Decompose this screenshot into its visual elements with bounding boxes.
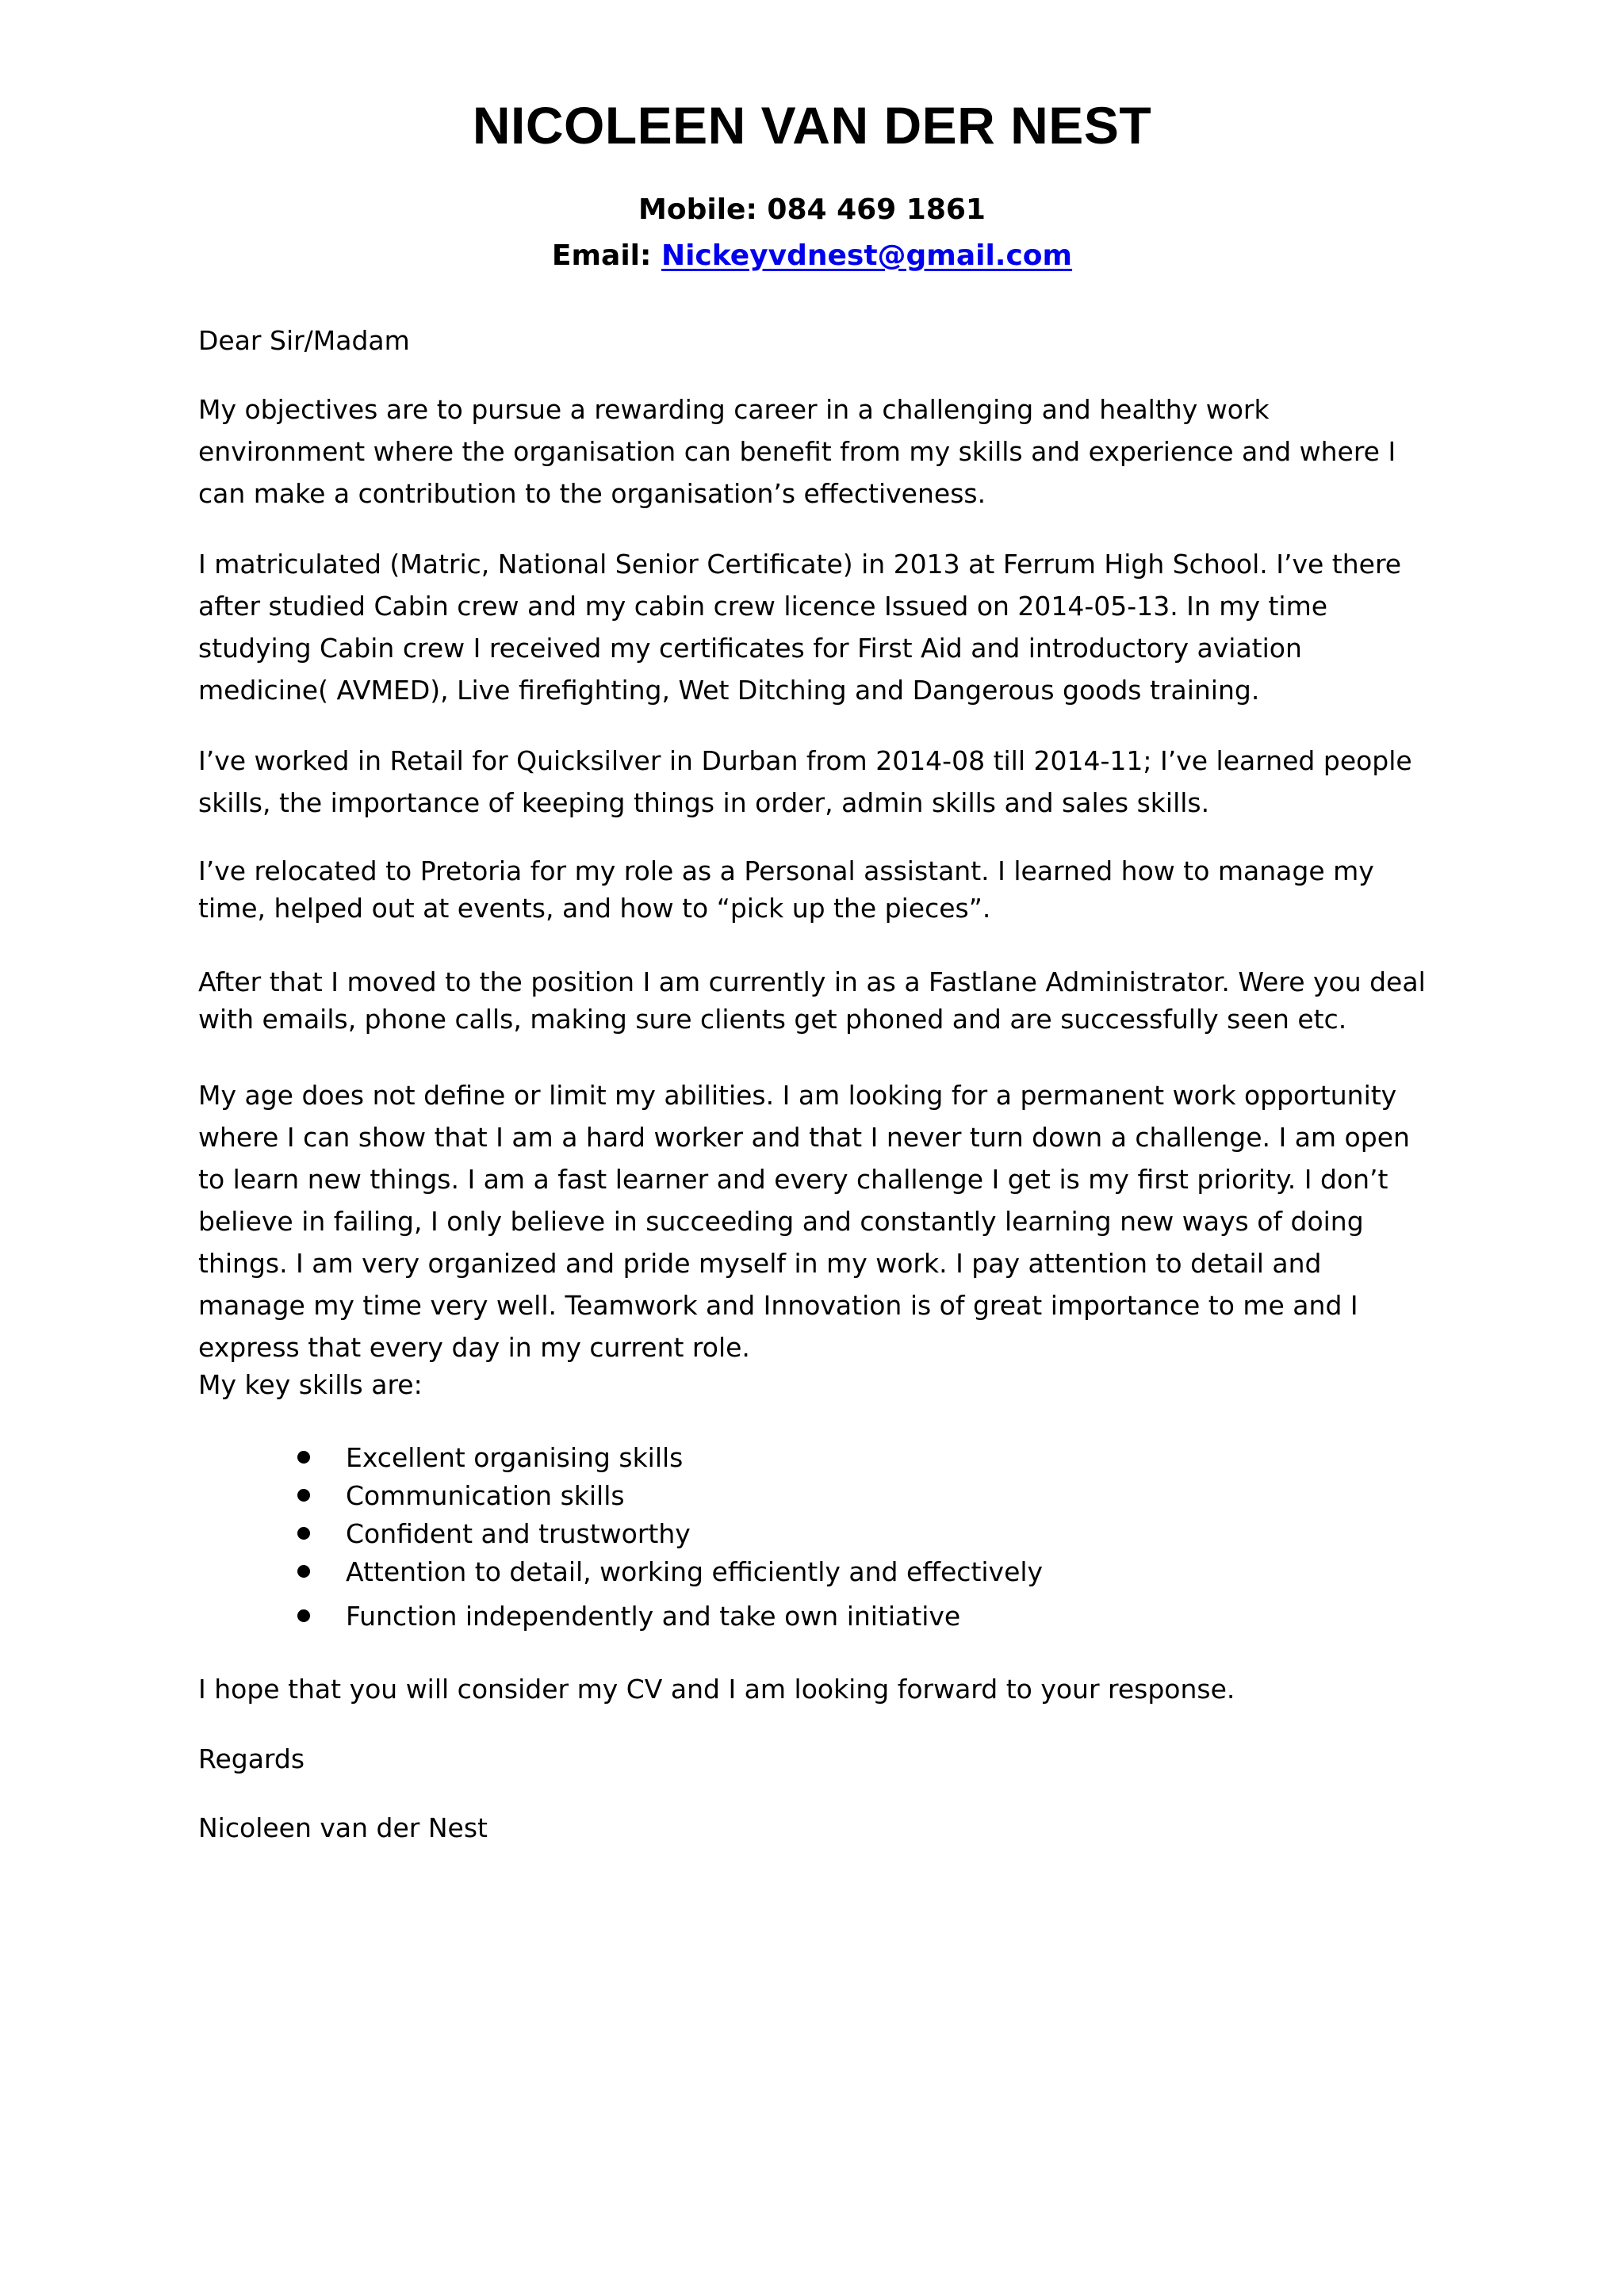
paragraph-current-role: After that I moved to the position I am currently in as a Fastlane Administrator. Were you deal with emails, phone calls, making sure clients get phoned and are successfully seen etc.: [198, 966, 1426, 1035]
email-link[interactable]: Nickeyvdnest@gmail.com: [661, 239, 1073, 272]
email-line: [0, 236, 1624, 276]
list-item: [293, 1598, 1404, 1636]
salutation: Dear Sir/Madam: [198, 325, 410, 356]
list-item: [293, 1515, 1404, 1553]
list-item: [293, 1439, 1404, 1477]
bullet-icon: [297, 1527, 310, 1540]
list-item: [293, 1553, 1404, 1591]
mobile-line: [0, 190, 1624, 230]
applicant-name-heading: NICOLEEN VAN DER NEST: [472, 96, 1152, 155]
mobile-label: Mobile:: [638, 193, 757, 226]
closing-line: I hope that you will consider my CV and I am looking forward to your response.: [198, 1674, 1235, 1705]
bullet-icon: [297, 1609, 310, 1622]
bullet-icon: [297, 1451, 310, 1464]
mobile-number: 084 469 1861: [767, 193, 986, 226]
bullet-icon: [297, 1489, 310, 1502]
sign-off: Regards: [198, 1743, 305, 1774]
list-item: [293, 1477, 1404, 1515]
email-label: Email:: [551, 239, 652, 272]
skill-text: Function independently and take own initiative: [346, 1601, 961, 1632]
paragraph-personal-qualities: My age does not define or limit my abilities. I am looking for a permanent work opportunity where I can show that I am a hard worker and that I never turn down a challenge. I am open to learn new things. I am a fast learner and every challenge I get is my first priority. I don’t believe in failing, I only believe in succeeding and constantly learning new ways of doing things. I am very organized and pride myself in my work. I pay attention to detail and manage my time very well. Teamwork and Innovation is of great importance to me and I express that every day in my current role.: [198, 1080, 1410, 1363]
signature-name: Nicoleen van der Nest: [198, 1812, 488, 1843]
skill-text: Attention to detail, working efficiently and effectively: [346, 1556, 1044, 1587]
skill-text: Confident and trustworthy: [346, 1518, 691, 1549]
paragraph-objectives: My objectives are to pursue a rewarding career in a challenging and healthy work environment where the organisation can benefit from my skills and experience and where I can make a contribution to the organisation’s effectiveness.: [198, 394, 1396, 509]
paragraph-education: I matriculated (Matric, National Senior Certificate) in 2013 at Ferrum High School. I’ve there after studied Cabin crew and my cabin crew licence Issued on 2014-05-13. In my time studying Cabin crew I received my certificates for First Aid and introductory aviation medicine( AVMED), Live firefighting, Wet Ditching and Dangerous goods training.: [198, 549, 1402, 706]
bullet-icon: [297, 1565, 310, 1578]
skill-text: Communication skills: [346, 1480, 625, 1511]
skill-text: Excellent organising skills: [346, 1442, 684, 1473]
skills-intro: My key skills are:: [198, 1369, 423, 1400]
paragraph-personal-assistant: I’ve relocated to Pretoria for my role as a Personal assistant. I learned how to manage my time, helped out at events, and how to “pick up the pieces”.: [198, 855, 1374, 924]
key-skills-list: [293, 1439, 1404, 1636]
paragraph-retail-experience: I’ve worked in Retail for Quicksilver in Durban from 2014-08 till 2014-11; I’ve learned people skills, the importance of keeping things in order, admin skills and sales skills.: [198, 745, 1412, 818]
